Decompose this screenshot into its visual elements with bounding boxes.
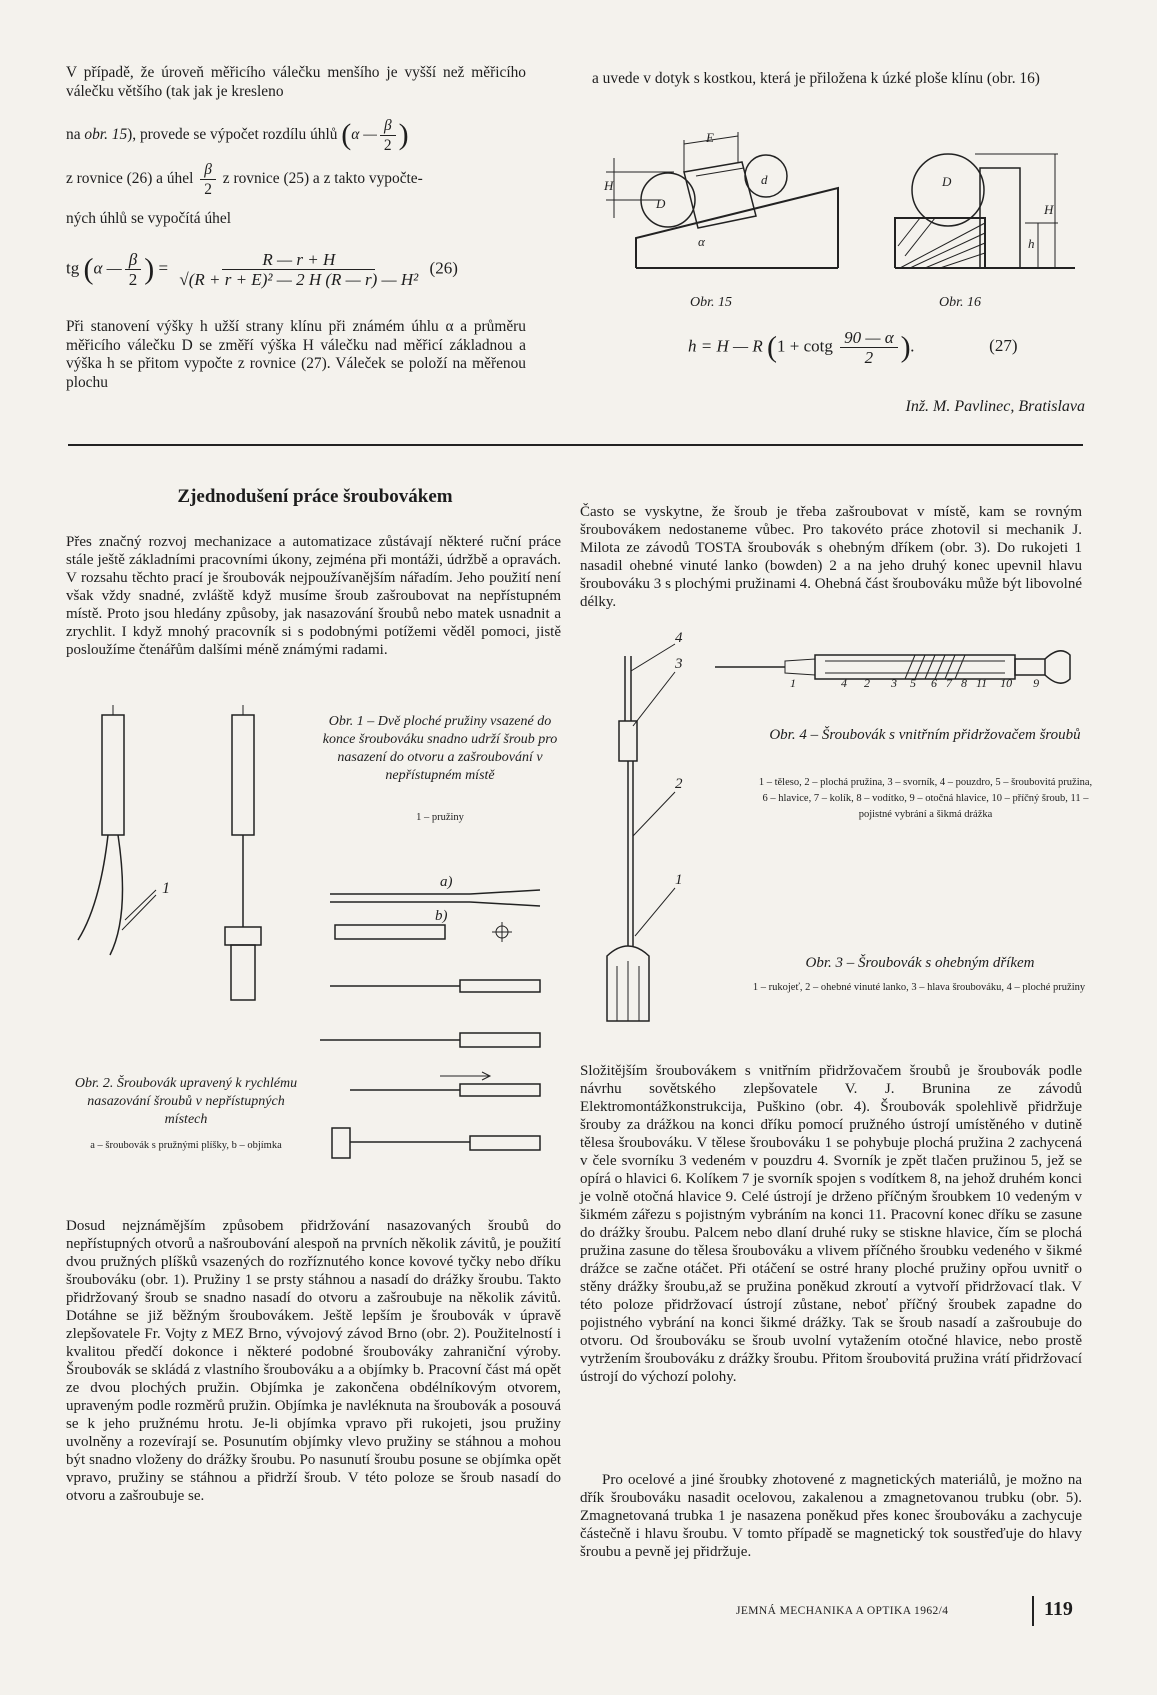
figure-15 [606,128,846,278]
fig3-num-2: 2 [675,776,683,792]
article-title: Zjednodušení práce šroubovákem [177,486,453,507]
top-left-paragraph-1: V případě, že úroveň měřicího válečku menšího je vyšší než měřicího válečku většího (tak jak je kresleno [66,64,526,100]
fig3-caption: Obr. 3 – Šroubovák s ohebným dříkem [805,955,1035,971]
figure-1 [70,705,310,1015]
fig16-label-H: H [1044,202,1054,217]
paren-close: ) [398,118,409,152]
fig4-num-1: 1 [790,676,796,690]
author: Inž. M. Pavlinec, Bratislava [905,398,1085,415]
paren-open: ( [767,330,777,364]
formula-27-mid: 1 + cotg [777,336,833,356]
fig4-num-11: 11 [976,676,988,690]
frac-num: β [380,116,396,136]
article-intro: Přes značný rozvoj mechanizace a automatizace zůstávají některé ruční práce stále ještě základními pracovními úkony, zejména při montáži, údržbě a opravách. V rozsahu těchto prací je šroubovák nejpoužívanějším nářadím. Jeho použití není však vždy snadné, zvláště když musíme šroub zašroubovat na nepřístupném místě. Proto jsou hledány způsoby, jak nasazování šroubů nebo matek usnadnit a zrychlit. I když mnohý pracovník si s podobnými potížemi věděl pomoci, jistě posloužíme čtenářům dalšími méně známými radami. [66,534,561,658]
paren-open: ( [341,118,352,152]
fig4-num-5: 5 [910,676,916,690]
fig1-number: 1 [162,880,170,897]
fig2-legend: a – šroubovák s pružnými plíšky, b – objímka [90,1140,282,1151]
fig15-label: Obr. 15 [689,295,732,310]
frac-den: 2 [128,270,138,289]
fig4-num-10: 10 [1000,676,1013,690]
text-na: na [66,126,81,144]
frac-num: β [125,250,141,270]
fig3-num-1: 1 [675,872,683,888]
frac-num: β [200,160,216,180]
frac-den: 2 [204,181,212,198]
formula-27-numerator: 90 — α [840,328,898,348]
paren-close: ) [144,252,155,286]
fig2-caption: Obr. 2. Šroubovák upravený k rychlému nasazování šroubů v nepřístupných místech [74,1076,298,1127]
frac-beta [200,160,216,199]
fig4-num-3: 3 [891,676,897,690]
fig1-caption: Obr. 1 – Dvě ploché pružiny vsazené do konce šroubováku snadno udrží šroub pro nasazení do otvoru a zašroubování v nepřístupném místě [322,714,558,783]
section-divider [68,444,1083,446]
formula-26-denominator: √(R + r + E)² — 2 H (R — r) — H² [179,270,419,289]
top-left-line-rovnice [66,160,536,199]
fig1-legend: 1 – pružiny [416,812,464,823]
fig15-label-H: H [604,178,614,193]
text-rovnice-25: z rovnice (25) a z takto vypočte- [222,170,423,188]
formula-27-denominator: 2 [864,348,874,367]
ref-obr15: obr. 15 [84,126,128,144]
formula-26-lhs: tg [66,258,80,278]
fig4-number-row [790,676,1090,691]
fig3-num-4: 4 [675,630,683,646]
article-right-intro: Často se vyskytne, že šroub je třeba zašroubovat v místě, kam se rovným šroubovákem nedostaneme vůbec. Pro takovéto práce zhotovil si mechanik J. Milota ze závodů TOSTA šroubovák s ohebným dříkem (obr. 3). Do rukojeti 1 nasadil ohebné vinuté lanko (bowden) 2 a na jeho druhý konec upevnil hlavu šroubováku 3 s plochými pružinami 4. Ohebná část šroubováku může být libovolné délky. [580,504,1082,610]
paren-close: ) [900,330,911,364]
fig4-num-6: 6 [931,676,937,690]
formula-27: h = H — R (1 + cotg $\frac{90 — \alpha}{2}$ ). (27) [688,328,1018,367]
fig15-label-E: E [706,130,714,145]
formula-27-fraction [840,328,898,367]
footer-journal: JEMNÁ MECHANIKA A OPTIKA 1962/4 [736,1605,949,1617]
frac-beta-half [380,116,396,155]
formula-26-numerator: R — r + H [222,250,375,270]
figure-16 [880,128,1085,278]
fig2-label-b: b) [435,908,448,924]
frac-alpha: α — [351,126,377,144]
fig16-label-h: h [1028,236,1035,251]
top-left-paragraph-2: Při stanovení výšky h užší strany klínu při známém úhlu α a průměru měřicího válečku D se změří výška H válečku nad měřicí základnou a výška h se přitom vypočte z rovnice (27). Váleček se položí na měřenou plochu [66,318,526,391]
page-number: 119 [1044,1598,1073,1620]
figure-2 [320,874,550,1170]
text-rozdil: ), provede se výpočet rozdílu úhlů [127,126,338,144]
fig2-label-a: a) [440,874,453,890]
fig15-label-D: D [656,196,666,211]
fig15-label-alpha: α [698,234,705,249]
frac-beta-half [125,250,142,289]
fig4-num-4: 4 [841,676,847,690]
top-left-line-uhlu: ných úhlů se vypočítá úhel [66,210,231,227]
formula-27-number: (27) [989,336,1018,356]
fig15-label-d: d [761,172,768,187]
frac-alpha: α — [93,258,122,278]
frac-den: 2 [383,137,392,154]
fig16-label: Obr. 16 [938,295,981,310]
fig4-num-9: 9 [1033,676,1040,690]
top-left-line-angle-diff [66,116,536,155]
article-right-body: Složitějším šroubovákem s vnitřním přidržovačem šroubů je šroubovák podle návrhu sovětského zlepšovatele V. J. Brunina ze závodů Elektromontážkonstrukcija, Puškino (obr. 4). Šroubovák spolehlivě přidržuje šrouby za drážkou na konci dříku pomocí pružného ústrojí umístěného v dutině tělesa šroubováku. V tělese šroubováku 1 se pohybuje plochá pružina 2 zachycená v čele svorníku 3 vedeném v pouzdru 4. Svorník je zpět tlačen pružinou 5, jež se opírá o hlavici 6. Kolíkem 7 je svorník spojen s vodítkem 8, na jehož druhém konci je volně otočná hlavice 9. Celé ústrojí je drženo příčným šroubkem 10 vedeným v šikmém zářezu s pojistným vybráním na konci 11. Pracovní konec dříku se zasune do drážky šroubu. Palcem nebo dlaní druhé ruky se stiskne hlavice, čím se plochá pružina zasune do tělesa šroubováku a vlivem příčného šroubku vedeného v šikmé drážce se začne otáčet. Při otáčení se ostré hrany ploché pružiny opřou uvnitř o stěny drážky šroubu,až se pružina poněkud zkroutí a vytvoří přidržovací tlak. V této poloze přidržovací ústrojí zůstane, neboť příčný šroubek zapadne do pojistného vybrání na konci šikmé drážky. Tak se šroub nasadí a zašroubuje do otvoru. Od šroubováku se šroub uvolní vytažením otočné hlavice, nebo prostě vytržením šroubováku z drážky šroubu. Přitom šroubovitá pružina vrátí přidržovací ústrojí do výchozí polohy. [580,1063,1082,1385]
article-right-body-2: Pro ocelové a jiné šroubky zhotovené z magnetických materiálů, je možno na dřík šroubováku nasadit ocelovou, zakalenou a zmagnetovanou trubku (obr. 5). Zmagnetovaná trubka 1 je nasazena poněkud přes konec šroubováku a zachycuje částečně i hlavu šroubu. V tomto případě se magnetický tok soustřeďuje do hlavy šroubu a pevně jej přidržuje. [580,1472,1082,1560]
top-right-paragraph: a uvede v dotyk s kostkou, která je přiložena k úzké ploše klínu (obr. 16) [592,70,1040,87]
fig4-num-8: 8 [961,676,967,690]
fig4-num-2: 2 [864,676,870,690]
article-left-body: Dosud nejznámějším způsobem přidržování nasazovaných šroubů do nepřístupných otvorů a našroubování alespoň na prvních několik závitů, je použití dvou pružných plíšků vsazených do rozříznutého konce kovové tyčky nebo dříku šroubováku (obr. 1). Pružiny 1 se prsty stáhnou a nasadí do drážky šroubu. Takto přidržovaný šroub se snadno nasadí do otvoru a zašroubuje na několik závitů. Dotáhne se již běžným šroubovákem. Ještě lepším je šroubovák v úpravě zlepšovatele Fr. Vojty z MEZ Brno, vývojový závod Brno (obr. 2). Použitelností i kvalitou předčí dokonce i některé podobné šroubováky zahraniční výroby. Šroubovák se skládá z vlastního šroubováku a a objímky b. Pracovní část má opět ze dvou plochých pružin. Objímka je zakončena obdélníkovým otvorem, upraveným podle rozměrů pružin. Objímka je navléknuta na šroubovák a posouvá se k jeho pružnému hrotu. Je-li objímka vpravo při rukojeti, jsou pružiny uvolněny a rozevírají se. Posunutím objímky vlevo pružiny se stáhnou a mohou být snadno vloženy do drážky šroubu. Po nasunutí šroubu posune se objímka opět vpravo, pružiny se stáhnou a přidrží šroub. V této poloze se šroub nasadí do otvoru a zašroubuje se. [66,1218,561,1504]
footer-divider [1032,1596,1034,1626]
formula-26-fraction [175,250,422,289]
fig4-num-7: 7 [946,676,952,690]
fig4-legend: 1 – těleso, 2 – plochá pružina, 3 – svorník, 4 – pouzdro, 5 – šroubovitá pružina, 6 – hlavice, 7 – kolík, 8 – vodítko, 9 – otočná hlavice, 10 – příčný šroub, 11 – pojistné vybrání a šikmá drážka [758,777,1093,820]
fig3-num-3: 3 [675,656,683,672]
fig3-legend: 1 – rukojeť, 2 – ohebné vinuté lanko, 3 – hlava šroubováku, 4 – ploché pružiny [752,982,1086,993]
text-rovnice-26: z rovnice (26) a úhel [66,170,194,188]
paren-open: ( [83,252,94,286]
formula-26: tg (α — $\frac{\beta}{2}$ ) = $\frac{R — r + H}{\text{√(R + r + E)² — 2 H (R — r) — H²}}$ (26) [66,250,458,289]
formula-27-lhs: h = H — R [688,336,763,356]
fig16-label-D: D [942,174,952,189]
figure-3 [595,630,685,1021]
formula-26-number: (26) [429,258,458,278]
fig4-caption: Obr. 4 – Šroubovák s vnitřním přidržovačem šroubů [769,727,1081,743]
